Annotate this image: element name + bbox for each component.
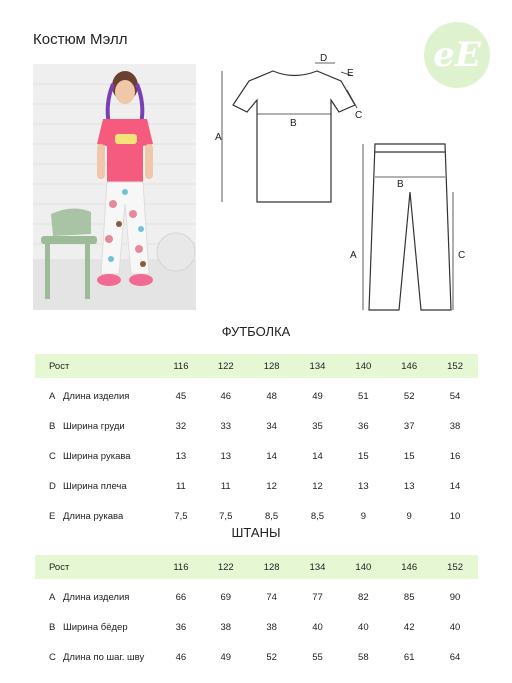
measure-code: B [49,621,56,633]
tshirt-size-table [35,348,478,534]
size-cell: 146 [386,555,432,579]
value-cell: 15 [403,450,415,462]
value-cell: 48 [266,390,277,402]
tshirt-section-title: ФУТБОЛКА [221,324,291,339]
value-cell: 9 [406,510,412,522]
value-cell: 13 [403,480,415,492]
value-cell: 8,5 [310,510,325,522]
table-row [35,645,478,669]
measure-code: B [49,420,56,432]
value-cell: 35 [312,420,323,432]
measure-label: Ширина плеча [63,480,127,492]
size-cell: 134 [295,555,341,579]
value-cell: 69 [220,591,232,603]
value-cell: 61 [403,651,415,663]
measure-code: C [49,450,56,462]
measure-code: C [49,651,56,663]
height-header: Рост [35,555,159,579]
value-cell: 36 [175,621,187,633]
pants-label-b: B [397,179,404,190]
size-cell: 116 [159,354,203,378]
table-row [35,615,478,639]
size-cell: 134 [295,354,341,378]
measurement-diagram [205,52,495,327]
value-cell: 14 [312,450,323,462]
measure-code: E [49,510,56,522]
shirt-label-a: A [215,132,222,143]
value-cell: 16 [449,450,461,462]
value-cell: 64 [449,651,461,663]
measure-label: Длина рукава [63,510,124,522]
value-cell: 90 [449,591,461,603]
value-cell: 52 [403,390,415,402]
value-cell: 7,5 [174,510,188,522]
value-cell: 46 [175,651,187,663]
value-cell: 49 [312,390,323,402]
pants-label-a: A [350,250,357,261]
value-cell: 15 [358,450,369,462]
value-cell: 13 [220,450,232,462]
size-cell: 116 [159,555,203,579]
pants-outline [369,144,451,310]
value-cell: 52 [266,651,277,663]
value-cell: 12 [312,480,323,492]
value-cell: 14 [266,450,277,462]
value-cell: 66 [175,591,187,603]
value-cell: 51 [358,390,369,402]
value-cell: 49 [220,651,232,663]
value-cell: 33 [220,420,232,432]
value-cell: 77 [312,591,323,603]
value-cell: 8,5 [265,510,279,522]
value-cell: 40 [312,621,323,633]
measure-label: Длина изделия [63,390,130,402]
measure-code: A [49,390,56,402]
size-cell: 122 [203,555,249,579]
table-header-row [35,354,478,378]
size-cell: 128 [249,354,295,378]
value-cell: 74 [266,591,277,603]
measure-label: Ширина бёдер [63,621,128,633]
table-row [35,414,478,438]
pants-section-title: ШТАНЫ [231,525,281,540]
table-row [35,444,478,468]
value-cell: 12 [266,480,277,492]
size-cell: 152 [432,555,478,579]
size-cell: 128 [249,555,295,579]
value-cell: 38 [449,420,461,432]
tshirt-outline [233,71,355,202]
value-cell: 9 [360,510,366,522]
value-cell: 36 [358,420,369,432]
value-cell: 40 [449,621,461,633]
value-cell: 11 [175,480,186,492]
value-cell: 85 [403,591,415,603]
size-cell: 146 [386,354,432,378]
value-cell: 11 [220,480,231,492]
shirt-label-b: B [290,118,297,129]
shirt-label-d: D [320,53,328,64]
pants-label-c: C [458,250,466,261]
shirt-label-c: C [355,110,363,121]
table-row [35,585,478,609]
value-cell: 10 [449,510,461,522]
value-cell: 54 [449,390,461,402]
value-cell: 14 [449,480,461,492]
value-cell: 13 [358,480,369,492]
value-cell: 37 [403,420,415,432]
table-row [35,384,478,408]
value-cell: 34 [266,420,277,432]
page-title: Костюм Мэлл [33,31,128,48]
value-cell: 32 [175,420,187,432]
value-cell: 55 [312,651,323,663]
height-header: Рост [35,354,159,378]
measure-label: Ширина груди [63,420,125,432]
size-cell: 140 [340,555,386,579]
product-photo [33,64,196,310]
value-cell: 45 [175,390,187,402]
pants-size-table [35,549,478,675]
value-cell: 38 [220,621,232,633]
value-cell: 42 [403,621,415,633]
size-cell: 122 [203,354,249,378]
value-cell: 82 [358,591,369,603]
measure-label: Ширина рукава [63,450,131,462]
table-header-row [35,555,478,579]
size-cell: 152 [432,354,478,378]
size-cell: 140 [340,354,386,378]
measure-label: Длина по шаг. шву [63,651,145,663]
brand-logo: eE [424,22,490,88]
value-cell: 13 [175,450,187,462]
value-cell: 40 [358,621,369,633]
measure-label: Длина изделия [63,591,130,603]
table-row [35,474,478,498]
value-cell: 46 [220,390,232,402]
value-cell: 38 [266,621,277,633]
value-cell: 58 [358,651,369,663]
measure-code: D [49,480,56,492]
shirt-label-e: E [347,68,354,79]
measure-code: A [49,591,56,603]
value-cell: 7,5 [219,510,233,522]
